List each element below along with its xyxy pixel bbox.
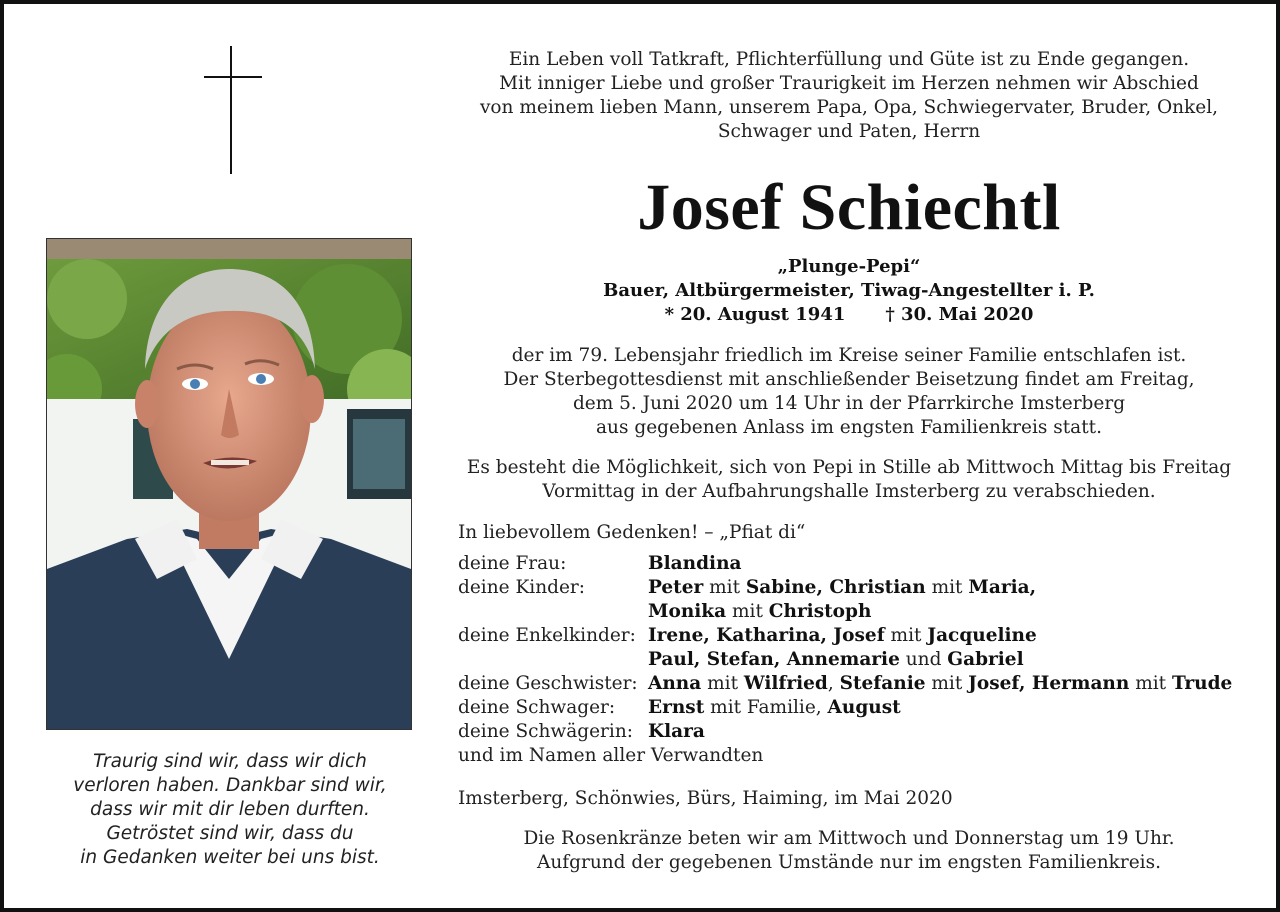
family-row-grandchildren-cont [458, 648, 1258, 672]
connector: mit [703, 577, 746, 598]
connector: mit [726, 601, 769, 622]
intro-line: Mit inniger Liebe und großer Traurigkeit im Herzen nehmen wir Abschied [499, 73, 1199, 94]
sibling-name: Wilfried [743, 673, 828, 694]
service-line: aus gegebenen Anlass im engsten Familienkreis statt. [596, 417, 1102, 438]
family-label: deine Enkelkinder: [458, 625, 636, 646]
verse-line: Traurig sind wir, dass wir dich [93, 751, 367, 772]
connector: mit [925, 577, 969, 598]
nickname: „Plunge-Pepi“ [777, 256, 921, 277]
life-dates [454, 303, 1244, 327]
cross-icon [204, 46, 262, 174]
service-paragraph [454, 344, 1244, 440]
sibling-name: Josef, Hermann [968, 673, 1130, 694]
family-row-wife [458, 552, 1258, 576]
child-name: Sabine, Christian [745, 577, 926, 598]
grandchild-name: Gabriel [947, 649, 1024, 670]
death-date: † 30. Mai 2020 [885, 304, 1034, 325]
rosary-line: Aufgrund der gegebenen Umstände nur im engsten Familienkreis. [537, 852, 1161, 873]
relatives-line: und im Namen aller Verwandten [458, 745, 764, 766]
family-row-relatives [458, 744, 1258, 768]
occupation: Bauer, Altbürgermeister, Tiwag-Angestellter i. P. [603, 280, 1095, 301]
intro-line: Ein Leben voll Tatkraft, Pflichterfüllung und Güte ist zu Ende gegangen. [508, 49, 1190, 70]
connector: mit [884, 625, 928, 646]
grandchild-name: Jacqueline [927, 625, 1037, 646]
family-row-grandchildren [458, 624, 1258, 648]
connector: und [899, 649, 948, 670]
connector: mit [925, 673, 969, 694]
brother-in-law-name: Ernst [648, 697, 705, 718]
intro-text [454, 48, 1244, 144]
family-row-children-cont [458, 600, 1258, 624]
rosary-note [454, 827, 1244, 875]
child-name: Christoph [768, 601, 872, 622]
family-label: deine Kinder: [458, 577, 585, 598]
sibling-name: Anna [648, 673, 702, 694]
intro-line: Schwager und Paten, Herrn [717, 121, 981, 142]
memory-line: In liebevollem Gedenken! – „Pfiat di“ [458, 522, 806, 543]
verse-line: in Gedanken weiter bei uns bist. [80, 847, 380, 868]
verse-line: dass wir mit dir leben durften. [90, 799, 370, 820]
family-list [458, 552, 1258, 768]
deceased-name: Josef Schiechtl [637, 171, 1061, 244]
family-row-siblings [458, 672, 1258, 696]
birth-date: * 20. August 1941 [664, 304, 846, 325]
sibling-name: Stefanie [839, 673, 926, 694]
service-line: der im 79. Lebensjahr friedlich im Kreise seiner Familie entschlafen ist. [511, 345, 1187, 366]
child-name: Peter [648, 577, 704, 598]
deceased-details [454, 255, 1244, 327]
family-row-brother-in-law [458, 696, 1258, 720]
place-date-line: Imsterberg, Schönwies, Bürs, Haiming, im Mai 2020 [458, 788, 953, 809]
verse-line: verloren haben. Dankbar sind wir, [73, 775, 387, 796]
brother-in-law-name: August [827, 697, 901, 718]
family-row-sister-in-law [458, 720, 1258, 744]
sister-in-law-name: Klara [648, 721, 705, 742]
connector: mit Familie, [704, 697, 828, 718]
grandchild-name: Paul, Stefan, Annemarie [648, 649, 900, 670]
verse-line: Getröstet sind wir, dass du [106, 823, 354, 844]
child-name: Maria, [968, 577, 1037, 598]
intro-line: von meinem lieben Mann, unserem Papa, Opa, Schwiegervater, Bruder, Onkel, [479, 97, 1219, 118]
connector: mit [1129, 673, 1172, 694]
child-name: Monika [648, 601, 727, 622]
viewing-line: Es besteht die Möglichkeit, sich von Pepi in Stille ab Mittwoch Mittag bis Freitag [466, 457, 1232, 478]
connector: mit [701, 673, 744, 694]
family-label: deine Geschwister: [458, 673, 638, 694]
portrait-photo [46, 238, 412, 730]
family-label: deine Schwägerin: [458, 721, 633, 742]
service-line: dem 5. Juni 2020 um 14 Uhr in der Pfarrkirche Imsterberg [572, 393, 1126, 414]
viewing-paragraph [454, 456, 1244, 504]
verse [44, 750, 416, 870]
service-line: Der Sterbegottesdienst mit anschließender Beisetzung findet am Freitag, [503, 369, 1195, 390]
rosary-line: Die Rosenkränze beten wir am Mittwoch und Donnerstag um 19 Uhr. [523, 828, 1175, 849]
wife-name: Blandina [648, 553, 742, 574]
viewing-line: Vormittag in der Aufbahrungshalle Imsterberg zu verabschieden. [542, 481, 1156, 502]
family-label: deine Schwager: [458, 697, 616, 718]
sibling-name: Trude [1171, 673, 1233, 694]
connector: , [827, 673, 840, 694]
family-label: deine Frau: [458, 553, 567, 574]
grandchild-name: Irene, Katharina, Josef [648, 625, 885, 646]
family-row-children [458, 576, 1258, 600]
